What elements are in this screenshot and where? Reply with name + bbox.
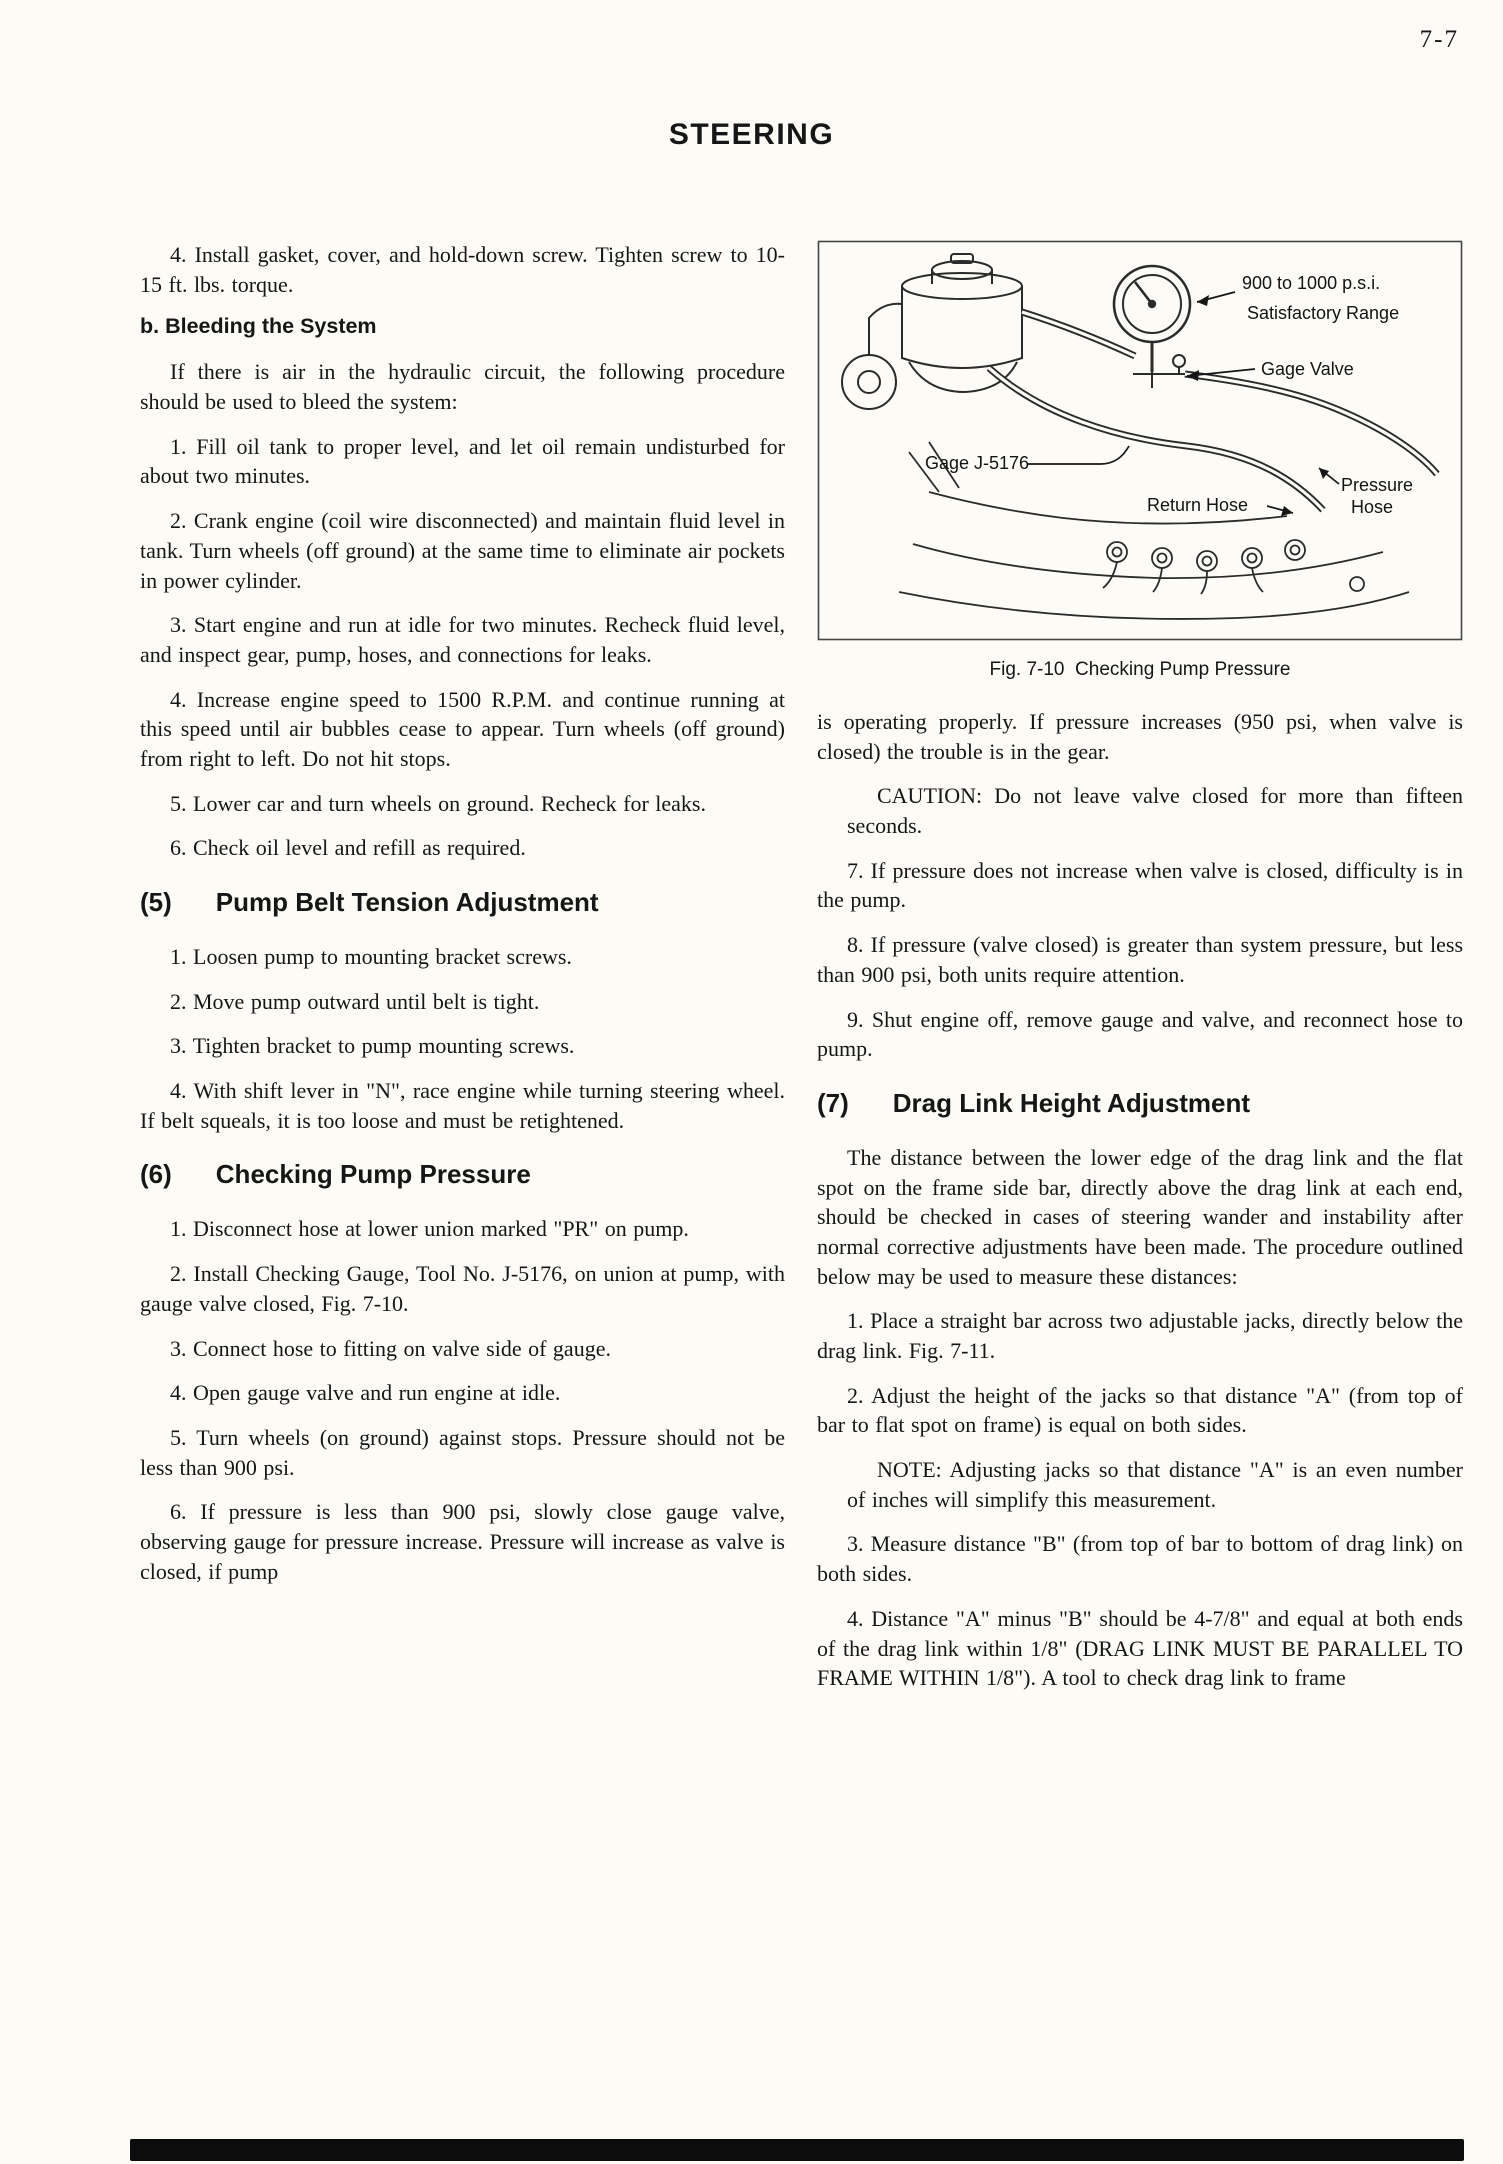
figure-7-10: [817, 240, 1463, 681]
section-number: (7): [817, 1087, 849, 1118]
section-heading-bleeding: b. Bleeding the System: [140, 314, 377, 339]
paragraph: 2. Move pump outward until belt is tight.: [170, 988, 540, 1014]
paragraph: 3. Measure distance "B" (from top of bar to bottom of drag link) on both sides.: [817, 1531, 1463, 1587]
paragraph: 4. Open gauge valve and run engine at idle.: [170, 1380, 561, 1406]
paragraph: 6. Check oil level and refill as required.: [170, 835, 526, 861]
paragraph: 3. Connect hose to fitting on valve side of gauge.: [170, 1335, 611, 1361]
two-column-layout: [140, 240, 1463, 1708]
note-paragraph: NOTE: Adjusting jacks so that distance "A" is an even number of inches will simplify this measurement.: [847, 1457, 1463, 1512]
paragraph: 1. Fill oil tank to proper level, and let oil remain undisturbed for about two minutes.: [140, 433, 785, 489]
paragraph: 1. Place a straight bar across two adjustable jacks, directly below the drag link. Fig. 7-11.: [817, 1308, 1463, 1363]
label-return-hose: Return Hose: [1147, 495, 1249, 515]
label-satisfactory-range-line2: Satisfactory Range: [1247, 303, 1400, 323]
right-column: [817, 240, 1463, 1708]
page-title: STEERING: [668, 118, 835, 151]
figure-caption: Fig. 7-10 Checking Pump Pressure: [989, 659, 1291, 680]
paragraph: 5. Turn wheels (on ground) against stops. Pressure should not be less than 900 psi.: [140, 1424, 785, 1480]
figure-image: [817, 240, 1463, 641]
label-pressure-hose-line2: Hose: [1351, 497, 1394, 517]
paragraph: 7. If pressure does not increase when valve is closed, difficulty is in the pump.: [817, 857, 1463, 913]
section-number: (6): [140, 1159, 172, 1190]
paragraph: 9. Shut engine off, remove gauge and valve, and reconnect hose to pump.: [817, 1006, 1463, 1062]
paragraph: 2. Install Checking Gauge, Tool No. J-5176, on union at pump, with gauge valve closed, Fig. 7-10.: [140, 1261, 785, 1316]
section-number: (5): [140, 887, 172, 917]
label-gage-tool: Gage J-5176: [925, 453, 1030, 473]
paragraph: 3. Tighten bracket to pump mounting screws.: [170, 1033, 575, 1059]
paragraph: 2. Adjust the height of the jacks so that distance "A" (from top of bar to flat spot on frame) is equal on both sides.: [817, 1382, 1463, 1438]
paragraph: 5. Lower car and turn wheels on ground. Recheck for leaks.: [170, 790, 706, 816]
paragraph: 4. Distance "A" minus "B" should be 4-7/8" and equal at both ends of the drag link within 1/8" (DRAG LINK MUST BE PARALLEL TO FRAME WITHIN 1/8"). A tool to check drag link to frame: [817, 1605, 1463, 1691]
label-gage-valve: Gage Valve: [1261, 359, 1354, 379]
paragraph: The distance between the lower edge of the drag link and the flat spot on the frame side bar, directly above the drag link at each end, should be checked in cases of steering wander and instability after normal corrective adjustments have been made. The procedure outlined below may be used to measure these distances:: [817, 1144, 1463, 1289]
paragraph: 6. If pressure is less than 900 psi, slowly close gauge valve, observing gauge for pressure increase. Pressure will increase as valve is closed, if pump: [140, 1499, 785, 1584]
section-title: Pump Belt Tension Adjustment: [215, 887, 599, 917]
paragraph: 3. Start engine and run at idle for two minutes. Recheck fluid level, and inspect gear, pump, hoses, and connections for leaks.: [140, 612, 785, 667]
paragraph: 4. With shift lever in "N", race engine while turning steering wheel. If belt squeals, it is too loose and must be retightened.: [140, 1078, 785, 1133]
paragraph: 2. Crank engine (coil wire disconnected) and maintain fluid level in tank. Turn wheels (off ground) at the same time to eliminate air pockets in power cylinder.: [140, 508, 785, 593]
paragraph: 4. Install gasket, cover, and hold-down screw. Tighten screw to 10-15 ft. lbs. torque.: [140, 242, 785, 297]
paragraph: 4. Increase engine speed to 1500 R.P.M. and continue running at this speed until air bubbles cease to appear. Turn wheels (off ground) from right to left. Do not hit stops.: [140, 686, 785, 771]
paragraph: 1. Disconnect hose at lower union marked "PR" on pump.: [170, 1216, 689, 1242]
pump-pressure-illustration: [817, 240, 1463, 641]
paragraph: is operating properly. If pressure increases (950 psi, when valve is closed) the trouble is in the gear.: [817, 709, 1463, 764]
paragraph: If there is air in the hydraulic circuit, the following procedure should be used to bleed the system:: [140, 359, 785, 415]
left-column: [140, 240, 785, 1708]
section-title: Checking Pump Pressure: [215, 1159, 531, 1190]
scan-artifact-bar: [130, 2139, 1464, 2161]
label-pressure-hose-line1: Pressure: [1341, 475, 1414, 495]
page-number: 7-7: [1419, 26, 1459, 53]
paragraph: 8. If pressure (valve closed) is greater than system pressure, but less than 900 psi, both units require attention.: [817, 932, 1463, 987]
caution-paragraph: CAUTION: Do not leave valve closed for more than fifteen seconds.: [847, 783, 1463, 839]
section-title: Drag Link Height Adjustment: [892, 1087, 1251, 1118]
label-satisfactory-range-line1: 900 to 1000 p.s.i.: [1242, 273, 1381, 293]
section-heading-drag-link: [817, 1088, 1463, 1119]
paragraph: 1. Loosen pump to mounting bracket screws.: [170, 944, 572, 969]
section-heading-pump-pressure: [140, 1159, 785, 1190]
section-heading-belt-tension: [140, 887, 785, 918]
